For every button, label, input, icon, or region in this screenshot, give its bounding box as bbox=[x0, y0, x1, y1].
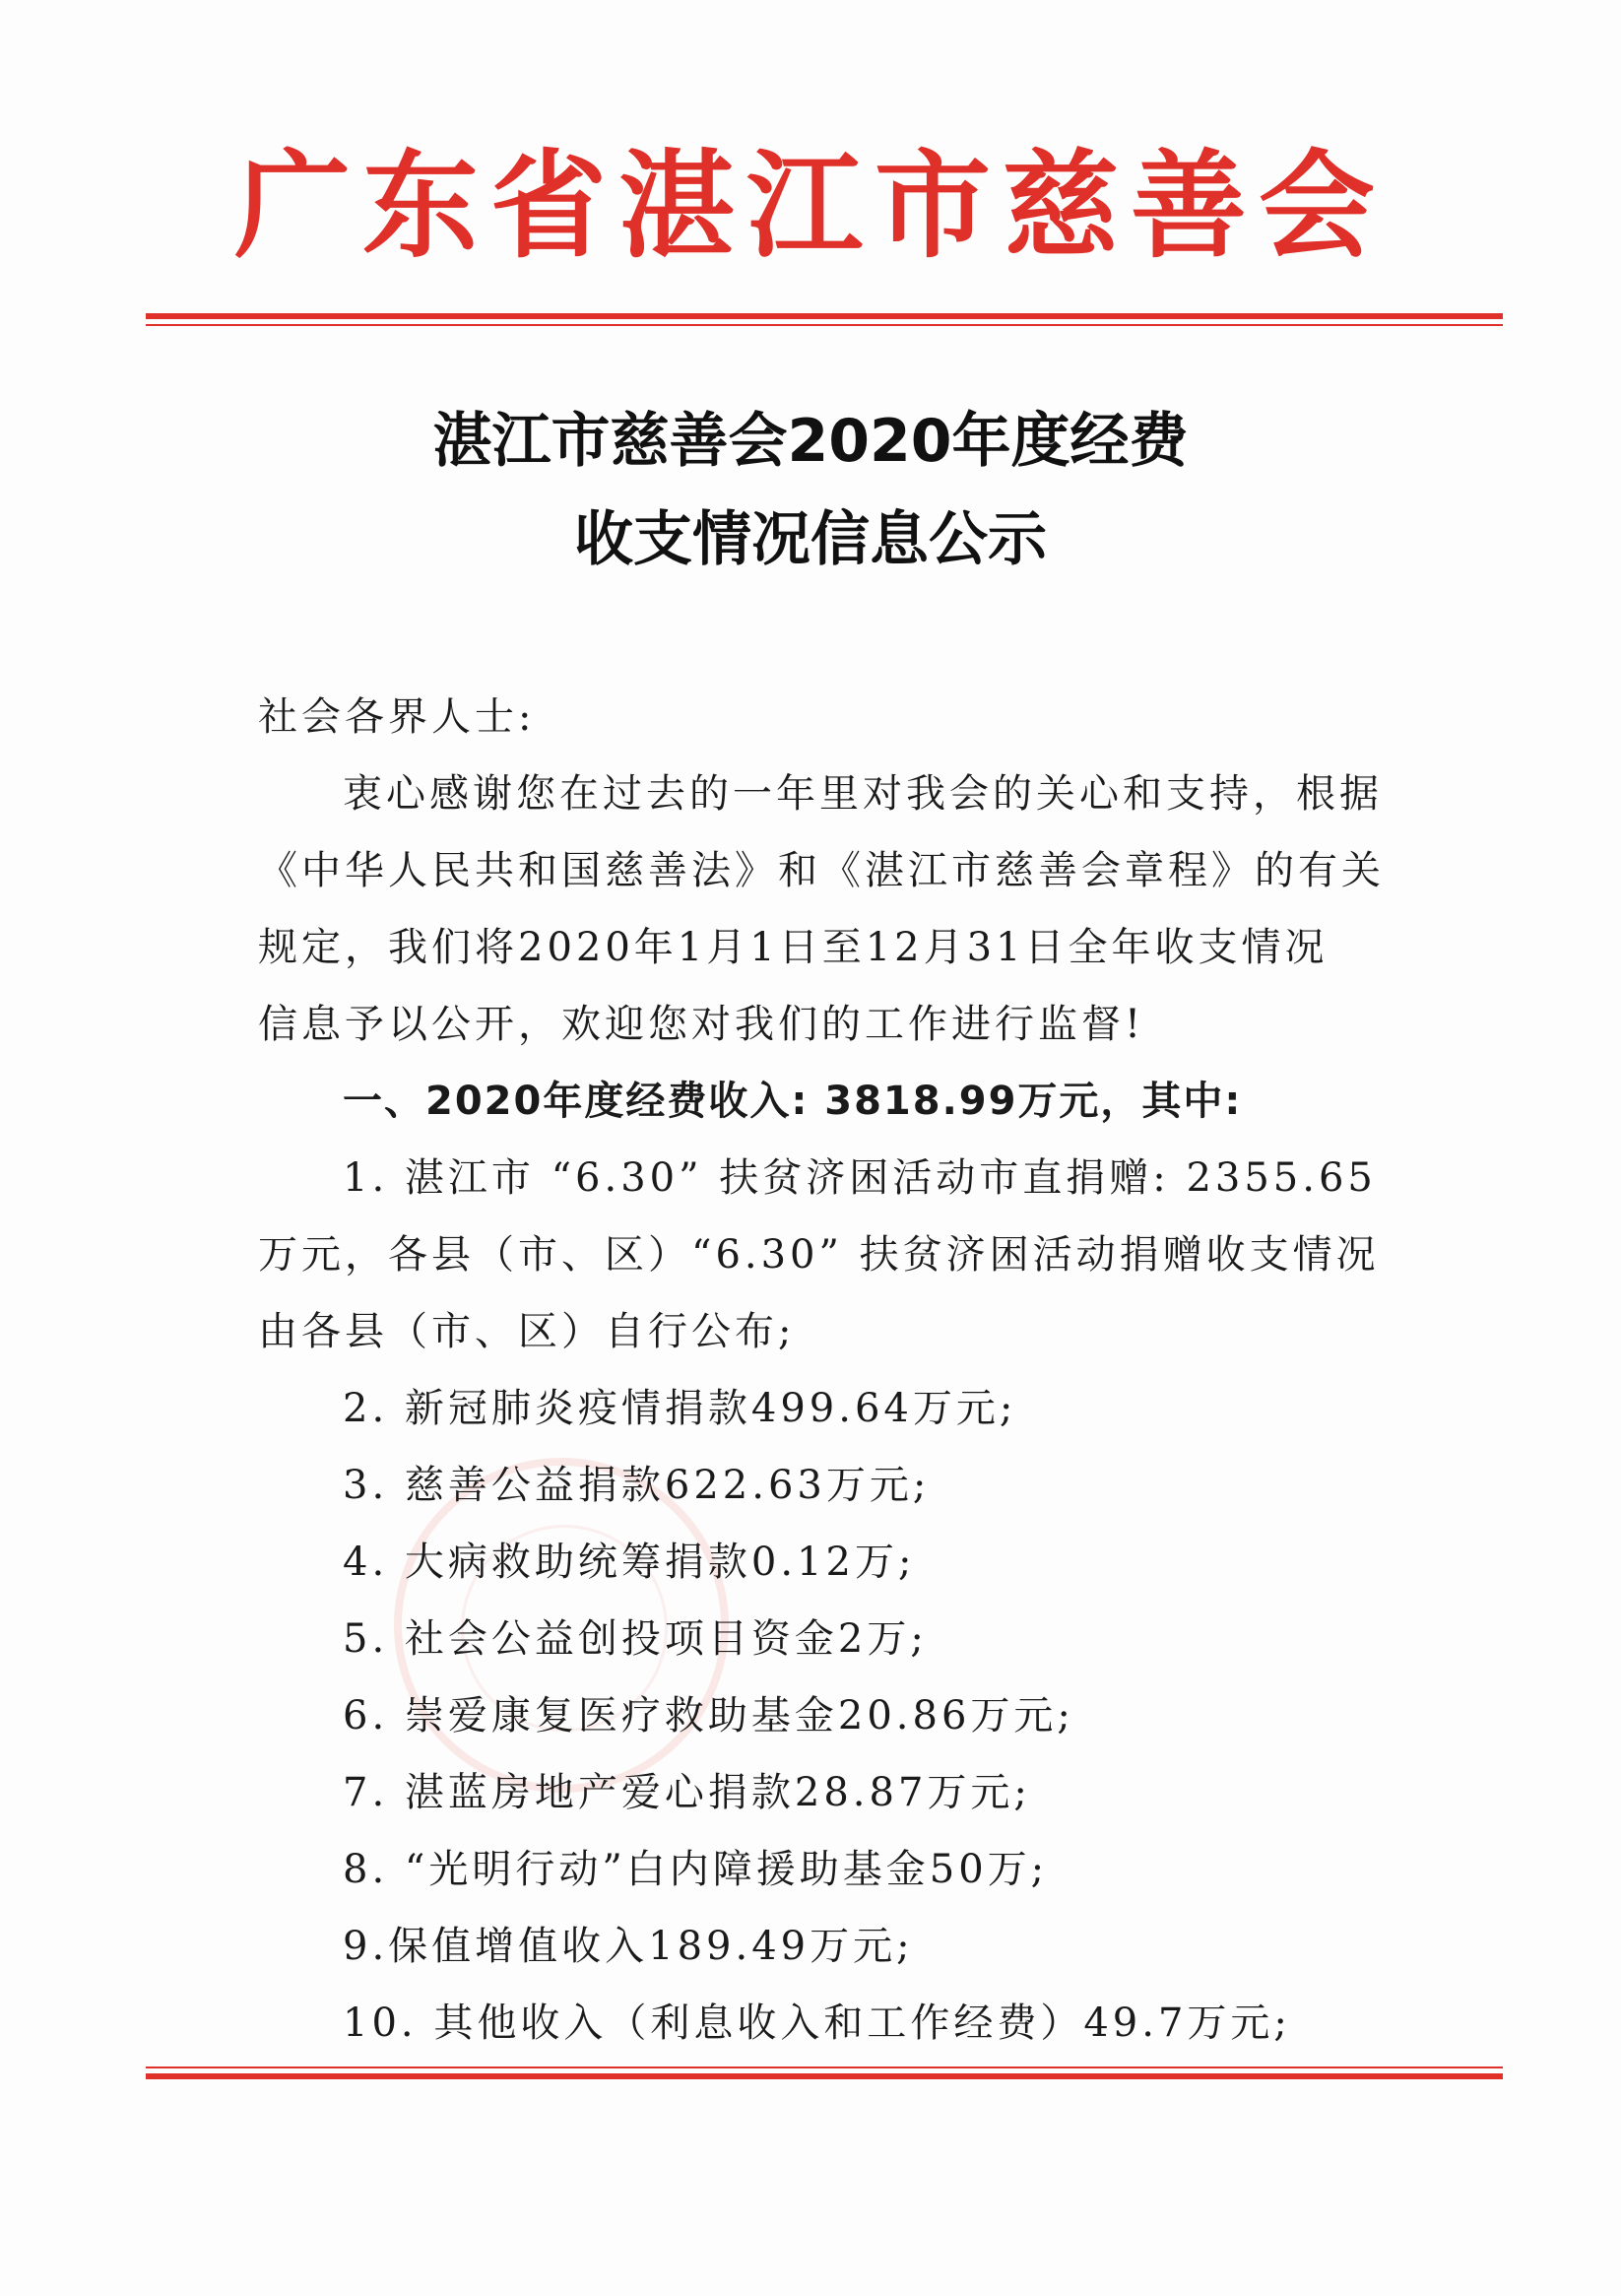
document-title-line-1: 湛江市慈善会2020年度经费 bbox=[432, 407, 1189, 476]
footer-divider bbox=[146, 2066, 1503, 2079]
item-1-line-3: 由各县（市、区）自行公布; bbox=[258, 1309, 796, 1354]
letterhead-title: 广东省湛江市慈善会 bbox=[233, 137, 1387, 274]
income-item: 3. 慈善公益捐款622.63万元; bbox=[343, 1463, 931, 1508]
income-item: 6. 崇爱康复医疗救助基金20.86万元; bbox=[343, 1693, 1074, 1738]
salutation: 社会各界人士: bbox=[258, 694, 536, 740]
income-item: 10. 其他收入（利息收入和工作经费）49.7万元; bbox=[343, 2001, 1291, 2046]
intro-line-2: 《中华人民共和国慈善法》和《湛江市慈善会章程》的有关 bbox=[258, 848, 1385, 893]
intro-line-4: 信息予以公开，欢迎您对我们的工作进行监督! bbox=[258, 1002, 1145, 1047]
document-title-line-2: 收支情况信息公示 bbox=[574, 505, 1047, 574]
item-1-line-1: 1. 湛江市 “6.30” 扶贫济困活动市直捐赠: 2355.65 bbox=[343, 1155, 1377, 1201]
intro-line-3: 规定，我们将2020年1月1日至12月31日全年收支情况 bbox=[258, 925, 1329, 970]
item-1-line-2: 万元，各县（市、区）“6.30” 扶贫济困活动捐赠收支情况 bbox=[258, 1232, 1380, 1278]
income-item: 8. “光明行动”白内障援助基金50万; bbox=[343, 1847, 1049, 1892]
income-item: 4. 大病救助统筹捐款0.12万; bbox=[343, 1540, 916, 1585]
letterhead-divider bbox=[146, 313, 1503, 326]
income-item: 7. 湛蓝房地产爱心捐款28.87万元; bbox=[343, 1770, 1031, 1815]
section-heading-income: 一、2020年度经费收入: 3818.99万元，其中: bbox=[343, 1079, 1243, 1124]
income-item: 9.保值增值收入189.49万元; bbox=[343, 1924, 914, 1969]
intro-line-1: 衷心感谢您在过去的一年里对我会的关心和支持，根据 bbox=[343, 771, 1383, 817]
income-item: 2. 新冠肺炎疫情捐款499.64万元; bbox=[343, 1386, 1017, 1431]
income-item: 5. 社会公益创投项目资金2万; bbox=[343, 1616, 928, 1662]
